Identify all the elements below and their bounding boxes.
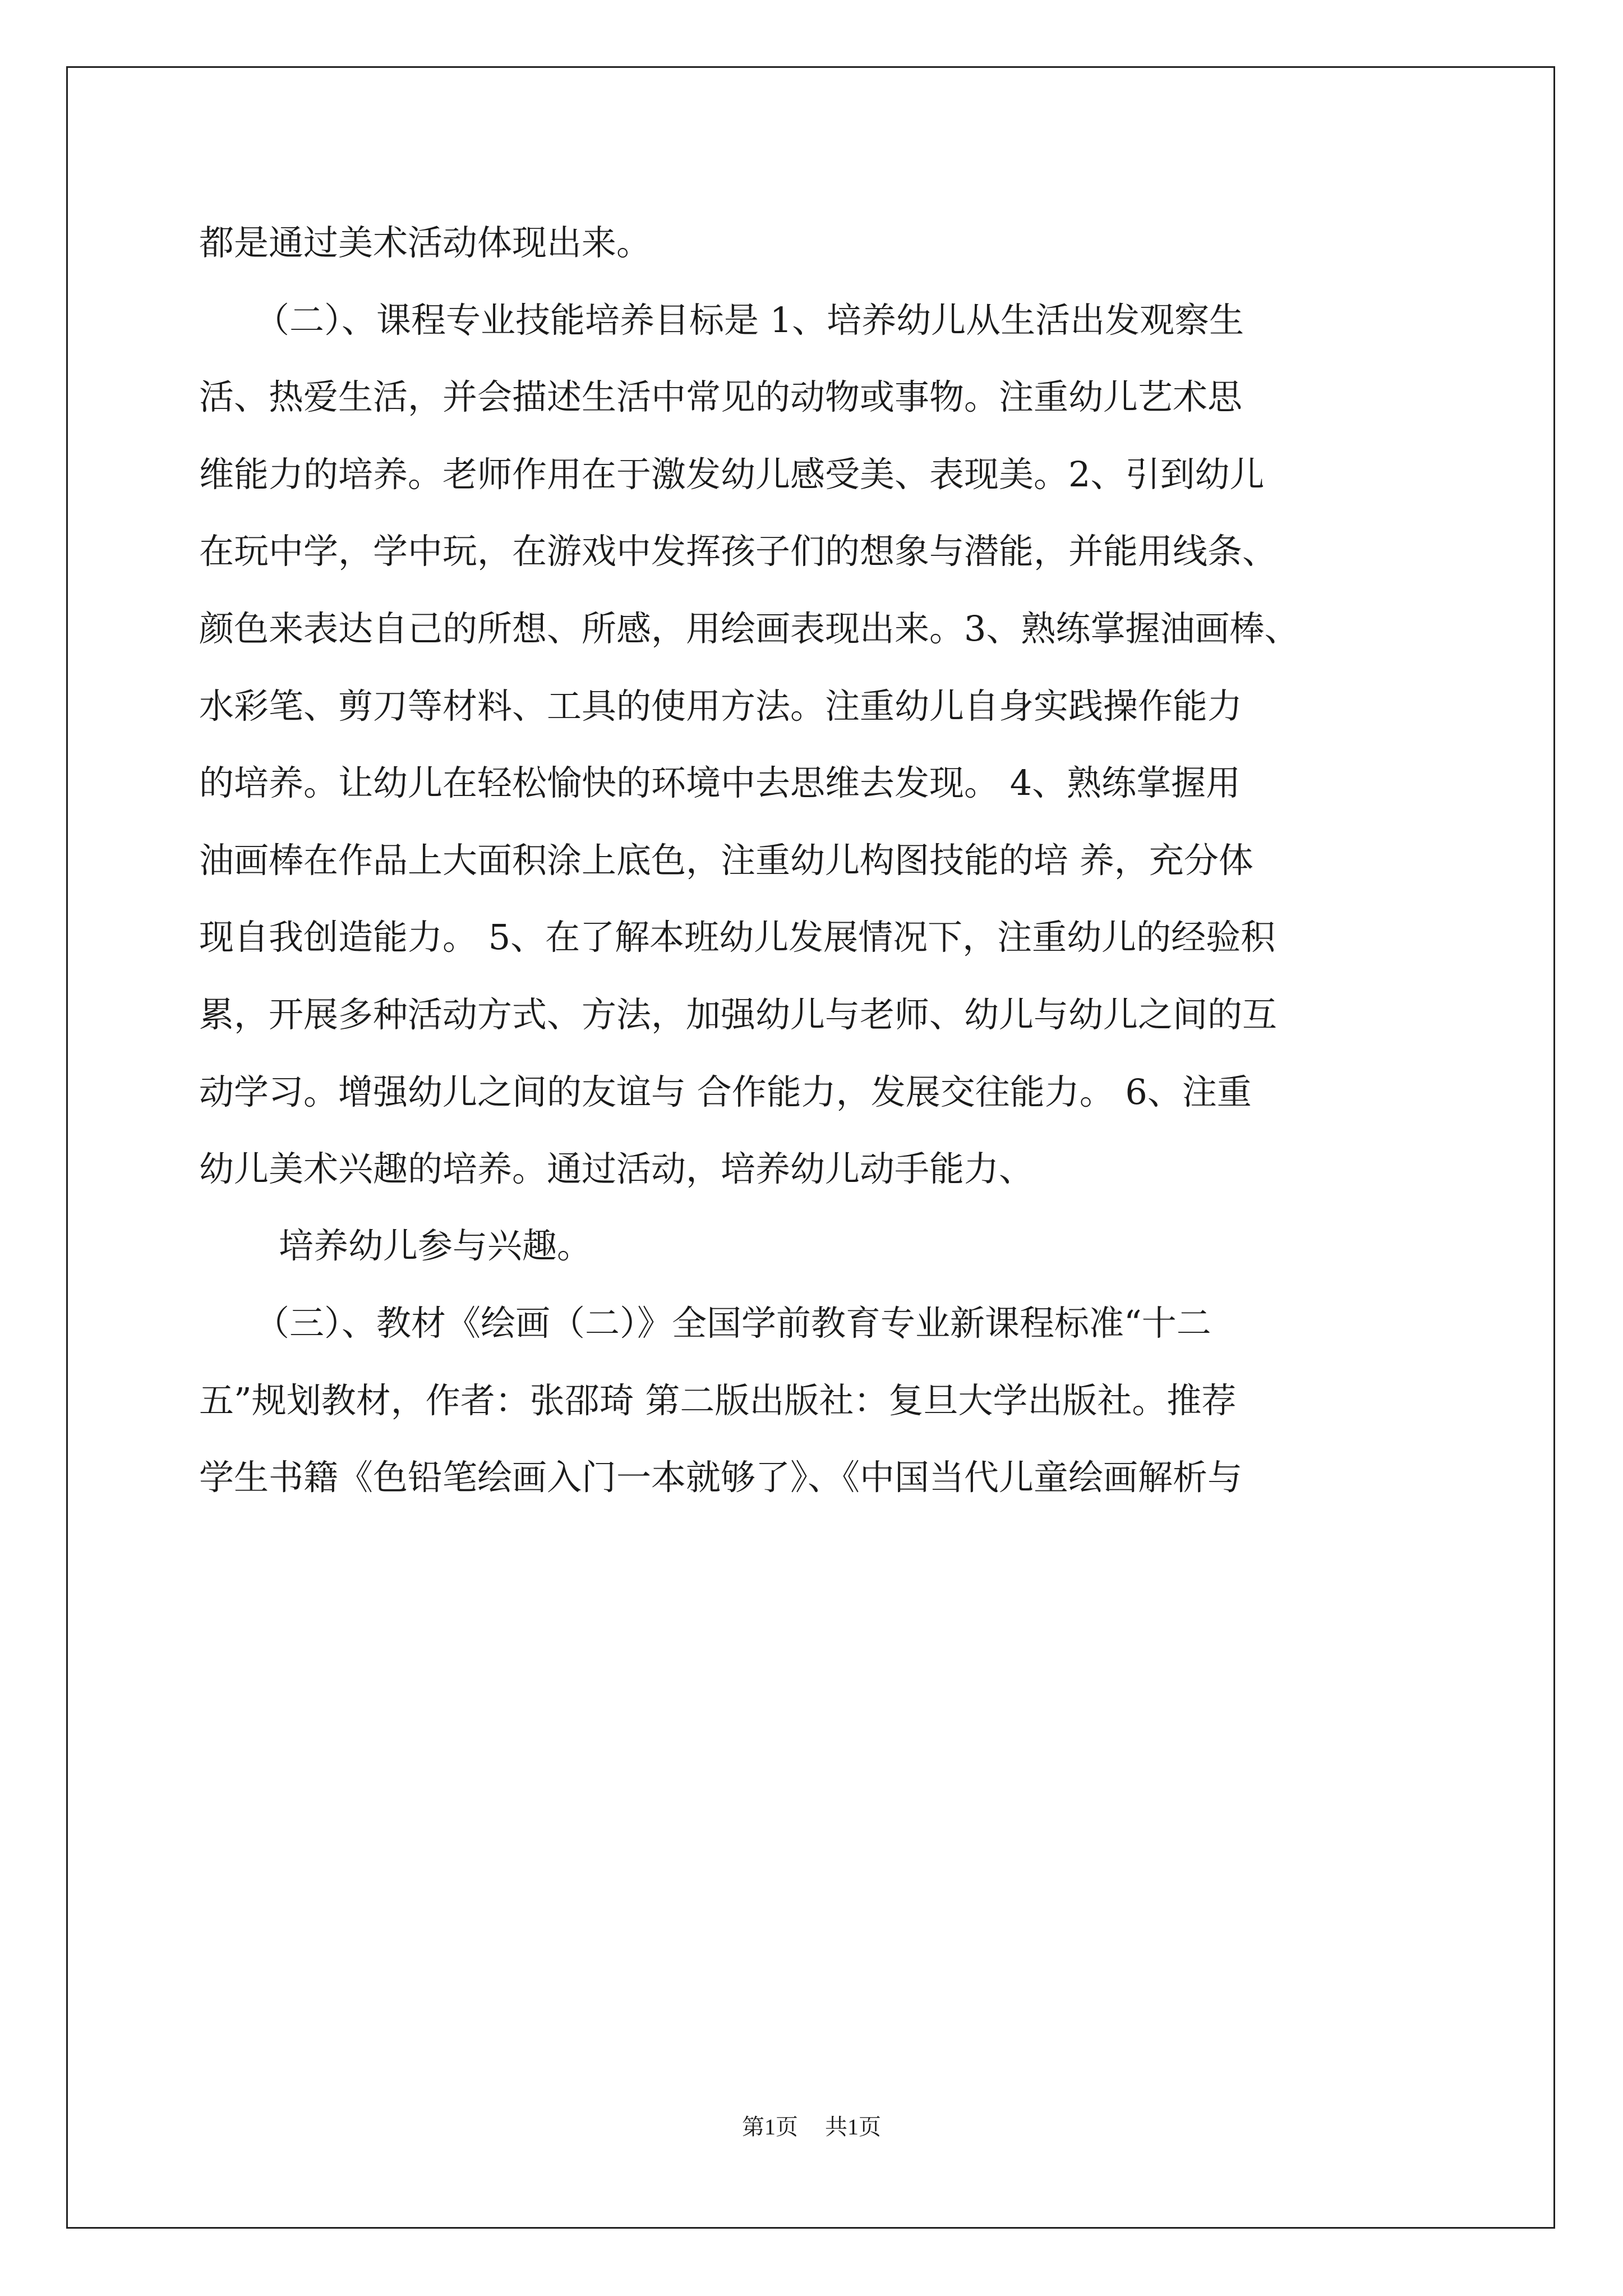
text-line: 幼儿美术兴趣的培养。通过活动，培养幼儿动手能力、 [199,1148,1034,1189]
text-line: 油画棒在作品上大面积涂上底色，注重幼儿构图技能的培 养，充分体 [199,840,1253,881]
text-line: （三）、教材《绘画（二）》全国学前教育专业新课程标准“十二 [255,1303,1211,1343]
text-line: 活、热爱生活，并会描述生活中常见的动物或事物。注重幼儿艺术思 [199,376,1243,417]
text-line: 的培养。让幼儿在轻松愉快的环境中去思维去发现。 4、熟练掌握用 [199,762,1241,803]
page-footer [0,2116,1623,2138]
text-line: 动学习。增强幼儿之间的友谊与 合作能力，发展交往能力。 6、注重 [199,1071,1252,1112]
text-line: 都是通过美术活动体现出来。 [199,222,652,263]
text-line: 五”规划教材，作者：张邵琦 第二版出版社：复旦大学出版社。推荐 [199,1380,1237,1421]
text-line: 现自我创造能力。 5、在了解本班幼儿发展情况下，注重幼儿的经验积 [199,917,1276,958]
page-total: 共1页 [825,2114,881,2139]
page-number: 第1页 [742,2114,798,2139]
text-line: 在玩中学，学中玩，在游戏中发挥孩子们的想象与潜能，并能用线条、 [199,531,1278,572]
text-line: 累，开展多种活动方式、方法，加强幼儿与老师、幼儿与幼儿之间的互 [199,994,1278,1035]
text-line: （二）、课程专业技能培养目标是 1、培养幼儿从生活出发观察生 [255,300,1244,341]
text-line: 水彩笔、剪刀等材料、工具的使用方法。注重幼儿自身实践操作能力 [199,685,1243,726]
text-line: 颜色来表达自己的所想、所感，用绘画表现出来。3、熟练掌握油画棒、 [199,608,1299,649]
text-line: 维能力的培养。老师作用在于激发幼儿感受美、表现美。2、引到幼儿 [199,454,1265,495]
text-line: 培养幼儿参与兴趣。 [279,1225,592,1266]
text-line: 学生书籍《色铅笔绘画入门一本就够了》、《中国当代儿童绘画解析与 [199,1457,1243,1498]
